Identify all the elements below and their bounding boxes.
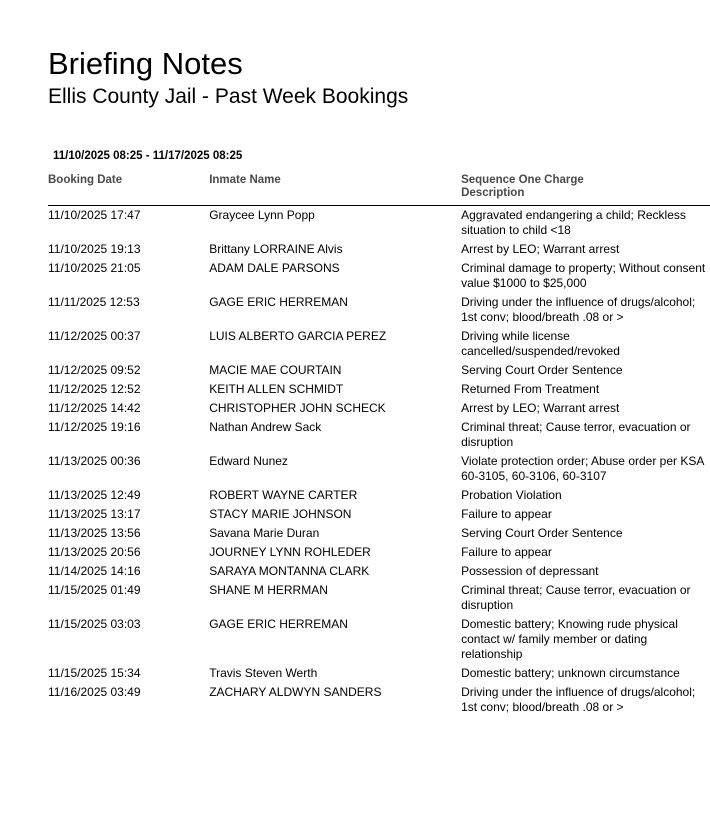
cell-charge-description: Arrest by LEO; Warrant arrest xyxy=(461,242,620,256)
cell-booking-date: 11/11/2025 12:53 xyxy=(48,295,140,309)
cell-charge-description: Arrest by LEO; Warrant arrest xyxy=(461,401,620,415)
table-row xyxy=(48,293,710,327)
cell-charge-description: Domestic battery; unknown circumstance xyxy=(461,666,680,680)
cell-inmate-name: ZACHARY ALDWYN SANDERS xyxy=(209,685,382,699)
cell-charge-description: Possession of depressant xyxy=(461,564,599,578)
column-header-charge-line1: Sequence One Charge xyxy=(461,174,584,186)
cell-charge-description: Driving while license cancelled/suspended/revoked xyxy=(461,329,620,358)
table-row xyxy=(48,581,710,615)
cell-booking-date: 11/14/2025 14:16 xyxy=(48,564,141,578)
table-row xyxy=(48,399,710,418)
table-body xyxy=(48,206,710,718)
cell-booking-date: 11/10/2025 17:47 xyxy=(48,208,141,222)
bookings-table xyxy=(48,174,710,717)
cell-inmate-name: ADAM DALE PARSONS xyxy=(209,261,340,275)
cell-inmate-name: Edward Nunez xyxy=(209,454,288,468)
table-row xyxy=(48,505,710,524)
table-row xyxy=(48,683,710,717)
cell-charge-description: Criminal damage to property; Without consent value $1000 to $25,000 xyxy=(461,261,706,290)
column-header-charge-description xyxy=(461,174,710,206)
cell-booking-date: 11/13/2025 20:56 xyxy=(48,545,141,559)
cell-booking-date: 11/13/2025 13:56 xyxy=(48,526,141,540)
cell-booking-date: 11/12/2025 19:16 xyxy=(48,420,141,434)
cell-booking-date: 11/10/2025 19:13 xyxy=(48,242,141,256)
column-header-inmate-name xyxy=(209,174,461,206)
cell-inmate-name: ROBERT WAYNE CARTER xyxy=(209,488,358,502)
cell-charge-description: Returned From Treatment xyxy=(461,382,600,396)
table-row xyxy=(48,543,710,562)
table-row xyxy=(48,486,710,505)
table-row xyxy=(48,240,710,259)
table-row xyxy=(48,615,710,664)
table-header xyxy=(48,174,710,206)
cell-charge-description: Failure to appear xyxy=(461,507,552,521)
cell-booking-date: 11/12/2025 00:37 xyxy=(48,329,141,343)
cell-booking-date: 11/15/2025 03:03 xyxy=(48,617,141,631)
column-header-charge-line2: Description xyxy=(461,187,525,199)
page-title: Briefing Notes xyxy=(48,46,243,81)
cell-inmate-name: CHRISTOPHER JOHN SCHECK xyxy=(209,401,386,415)
cell-booking-date: 11/15/2025 01:49 xyxy=(48,583,141,597)
cell-booking-date: 11/16/2025 03:49 xyxy=(48,685,141,699)
cell-inmate-name: GAGE ERIC HERREMAN xyxy=(209,617,348,631)
cell-charge-description: Violate protection order; Abuse order per KSA 60-3105, 60-3106, 60-3107 xyxy=(461,454,704,483)
column-header-inmate-name-line1: Inmate Name xyxy=(209,174,281,186)
cell-charge-description: Failure to appear xyxy=(461,545,552,559)
cell-inmate-name: KEITH ALLEN SCHMIDT xyxy=(209,382,344,396)
table-row xyxy=(48,452,710,486)
column-header-booking-date xyxy=(48,174,209,206)
cell-inmate-name: Savana Marie Duran xyxy=(209,526,320,540)
cell-inmate-name: MACIE MAE COURTAIN xyxy=(209,363,342,377)
cell-booking-date: 11/15/2025 15:34 xyxy=(48,666,141,680)
table-row xyxy=(48,380,710,399)
table-row xyxy=(48,524,710,543)
cell-inmate-name: Nathan Andrew Sack xyxy=(209,420,322,434)
cell-inmate-name: Graycee Lynn Popp xyxy=(209,208,315,222)
cell-booking-date: 11/13/2025 13:17 xyxy=(48,507,141,521)
table-row xyxy=(48,259,710,293)
cell-booking-date: 11/12/2025 14:42 xyxy=(48,401,141,415)
table-header-row xyxy=(48,174,710,206)
cell-charge-description: Serving Court Order Sentence xyxy=(461,363,623,377)
cell-inmate-name: LUIS ALBERTO GARCIA PEREZ xyxy=(209,329,387,343)
cell-booking-date: 11/10/2025 21:05 xyxy=(48,261,141,275)
cell-inmate-name: Brittany LORRAINE Alvis xyxy=(209,242,343,256)
table-row xyxy=(48,361,710,380)
cell-booking-date: 11/12/2025 12:52 xyxy=(48,382,141,396)
date-range-label: 11/10/2025 08:25 - 11/17/2025 08:25 xyxy=(53,150,243,162)
cell-charge-description: Domestic battery; Knowing rude physical contact w/ family member or dating relationship xyxy=(461,617,678,661)
cell-booking-date: 11/13/2025 12:49 xyxy=(48,488,141,502)
page-subtitle: Ellis County Jail - Past Week Bookings xyxy=(48,85,409,108)
cell-inmate-name: JOURNEY LYNN ROHLEDER xyxy=(209,545,371,559)
cell-charge-description: Serving Court Order Sentence xyxy=(461,526,623,540)
cell-inmate-name: STACY MARIE JOHNSON xyxy=(209,507,352,521)
cell-inmate-name: GAGE ERIC HERREMAN xyxy=(209,295,348,309)
cell-charge-description: Driving under the influence of drugs/alcohol; 1st conv; blood/breath .08 or > xyxy=(461,685,696,714)
cell-charge-description: Criminal threat; Cause terror, evacuation or disruption xyxy=(461,583,691,612)
cell-charge-description: Criminal threat; Cause terror, evacuation or disruption xyxy=(461,420,691,449)
cell-booking-date: 11/13/2025 00:36 xyxy=(48,454,141,468)
cell-booking-date: 11/12/2025 09:52 xyxy=(48,363,141,377)
table-row xyxy=(48,562,710,581)
cell-inmate-name: SHANE M HERRMAN xyxy=(209,583,328,597)
cell-charge-description: Aggravated endangering a child; Reckless situation to child <18 xyxy=(461,208,686,237)
cell-charge-description: Probation Violation xyxy=(461,488,562,502)
table-row xyxy=(48,206,710,241)
column-header-booking-date-line1: Booking Date xyxy=(48,174,123,186)
cell-inmate-name: SARAYA MONTANNA CLARK xyxy=(209,564,370,578)
cell-charge-description: Driving under the influence of drugs/alcohol; 1st conv; blood/breath .08 or > xyxy=(461,295,696,324)
cell-inmate-name: Travis Steven Werth xyxy=(209,666,318,680)
table-row xyxy=(48,664,710,683)
table-row xyxy=(48,327,710,361)
table-row xyxy=(48,418,710,452)
